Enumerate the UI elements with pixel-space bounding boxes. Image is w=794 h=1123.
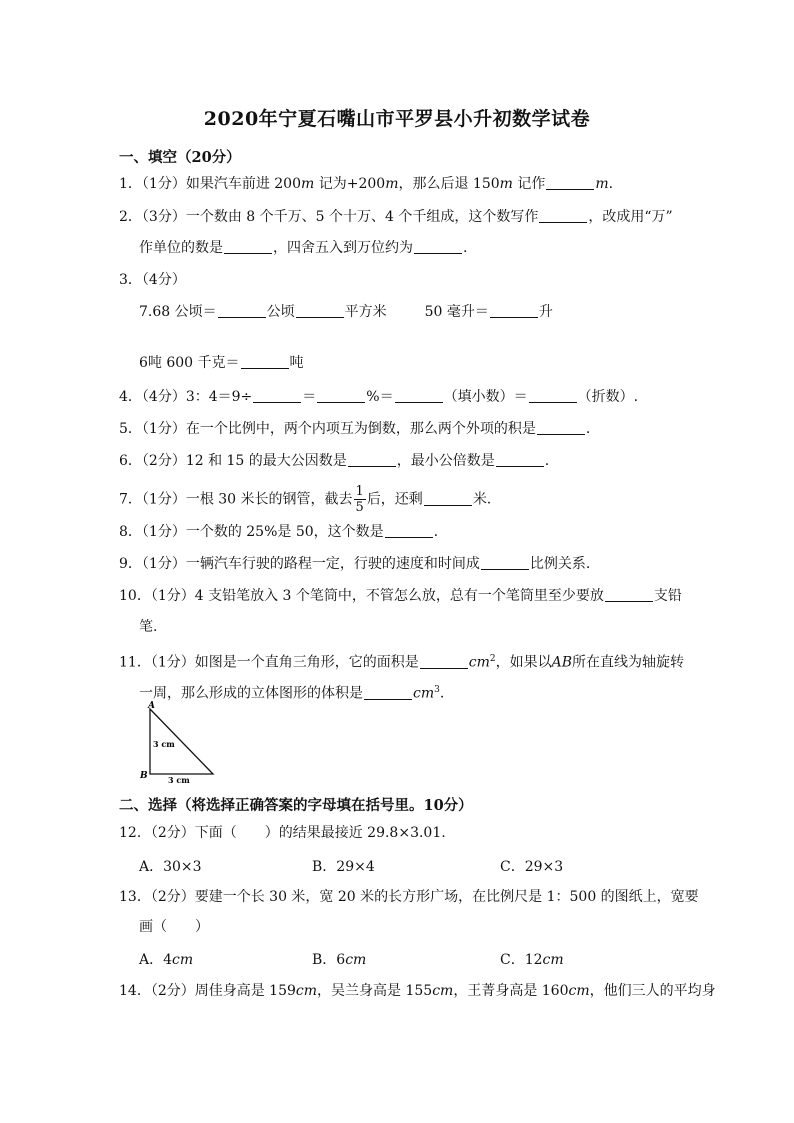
q1-unit-1: m [301, 176, 315, 192]
answer-blank[interactable] [414, 239, 462, 254]
q6-text-a: 6．（2分）12 和 15 的最大公因数是 [119, 453, 347, 469]
vertex-label-b: B [140, 771, 148, 781]
q13-option-a-label: A．4 [139, 952, 173, 968]
q3-text-b: 公顷 [266, 304, 295, 320]
q1-text-a: 1．（1分）如果汽车前进 200 [119, 176, 301, 192]
answer-blank[interactable] [218, 303, 266, 318]
question-5 [119, 419, 679, 439]
answer-blank[interactable] [364, 685, 412, 700]
answer-blank[interactable] [224, 239, 272, 254]
answer-blank[interactable] [348, 452, 396, 467]
answer-blank[interactable] [395, 388, 443, 403]
q11-ab: AB [551, 654, 572, 671]
q3-text-f: 6吨 600 千克＝ [139, 355, 240, 371]
q2-text-b: ，改成用“万” [588, 209, 673, 225]
q8-text-a: 8．（1分）一个数的 25%是 50，这个数是 [119, 524, 384, 540]
q4-text-a: 4．（4分）3：4＝9÷ [119, 389, 253, 405]
q11-text-c: 所在直线为轴旋转 [572, 654, 684, 671]
side-label-horizontal: 3 cm [168, 775, 190, 784]
answer-blank[interactable] [605, 587, 653, 602]
question-3-row-1 [139, 302, 553, 322]
answer-blank[interactable] [296, 303, 344, 318]
q13-option-a[interactable] [139, 949, 193, 969]
q4-text-b: ＝ [302, 389, 317, 405]
answer-blank[interactable] [420, 654, 468, 669]
q11-text-d: 一周，那么形成的立体图形的体积是 [139, 685, 363, 702]
question-13-line-2: 画（ ） [139, 919, 209, 935]
q1-unit-4: m [595, 176, 609, 192]
q3-text-c: 平方米 [344, 304, 387, 320]
answer-blank[interactable] [424, 491, 472, 506]
q10-text-b: 支铅 [653, 588, 682, 604]
q13-option-c[interactable] [500, 949, 564, 969]
q11-sup-1: 2 [489, 654, 496, 664]
right-triangle-figure [138, 700, 228, 784]
answer-blank[interactable] [385, 523, 433, 538]
q3-text-g: 吨 [289, 355, 304, 371]
vertex-label-a: A [148, 701, 155, 711]
q6-text-b: ，最小公倍数是 [396, 453, 495, 469]
q4-text-c: %＝ [366, 389, 394, 405]
q1-unit-2: m [385, 176, 399, 192]
q2-text-c: 作单位的数是 [139, 240, 223, 256]
q9-text-a: 9．（1分）一辆汽车行驶的路程一定，行驶的速度和时间成 [119, 556, 480, 572]
q7-text-b: 后，还剩 [366, 491, 423, 508]
answer-blank[interactable] [490, 303, 538, 318]
q14-unit-1: cm [295, 983, 318, 999]
side-label-vertical: 3 cm [153, 739, 175, 749]
q1-text-d: 记作 [512, 176, 546, 192]
answer-blank[interactable] [529, 388, 577, 403]
fraction-denominator: 5 [355, 500, 364, 515]
q4-text-e: （折数）. [577, 389, 639, 405]
page-title: 2020年宁夏石嘴山市平罗县小升初数学试卷 [203, 108, 591, 130]
q14-unit-2: cm [432, 983, 454, 999]
q1-text-b: 记为+200 [314, 176, 386, 192]
q2-text-d: ，四舍五入到万位约为 [273, 240, 413, 256]
answer-blank[interactable] [546, 175, 594, 190]
fraction-numerator: 1 [355, 484, 364, 499]
question-2-line-2 [139, 238, 467, 258]
q11-unit-2: cm [413, 685, 435, 702]
question-7 [119, 484, 679, 515]
answer-blank[interactable] [496, 452, 544, 467]
question-13-line-1: 13．（2分）要建一个长 30 米，宽 20 米的长方形广场，在比例尺是 1：500 的图纸上，宽要 [119, 889, 699, 905]
question-11-line-1 [119, 649, 684, 673]
q14-unit-3: cm [568, 983, 590, 999]
q2-text-a: 2．（3分）一个数由 8 个千万、5 个十万、4 个千组成，这个数写作 [119, 209, 539, 225]
q14-text-a: 14．（2分）周佳身高是 159 [119, 983, 296, 999]
q13-option-b-label: B．6 [312, 952, 346, 968]
q8-text-b: . [433, 524, 439, 540]
q13-option-c-label: C．12 [500, 952, 543, 968]
q12-option-c[interactable]: C．29×3 [500, 859, 564, 875]
answer-blank[interactable] [253, 388, 301, 403]
q3-text-d: 50 毫升＝ [424, 304, 489, 320]
q12-option-a[interactable]: A．30×3 [139, 859, 202, 875]
q11-text-e: . [439, 685, 445, 702]
q13-option-a-unit: cm [172, 952, 194, 968]
section-heading-fill-blank: 一、填空（20分） [119, 149, 241, 166]
q7-text-a: 7．（1分）一根 30 米长的钢管，截去 [119, 491, 353, 508]
question-3-row-2 [139, 353, 304, 373]
answer-blank[interactable] [539, 208, 587, 223]
question-6 [119, 451, 679, 471]
question-14 [119, 981, 716, 1001]
q1-unit-3: m [499, 176, 513, 192]
q11-unit-1: cm [468, 654, 490, 671]
question-12: 12．（2分）下面（ ）的结果最接近 29.8×3.01. [119, 825, 446, 841]
answer-blank[interactable] [481, 555, 529, 570]
q3-text-e: 升 [538, 304, 553, 320]
q11-sup-2: 3 [434, 685, 440, 695]
q6-text-c: . [544, 453, 550, 469]
q12-option-b[interactable]: B．29×4 [312, 859, 375, 875]
q11-text-b: ，如果以 [495, 654, 552, 671]
question-2-line-1 [119, 207, 679, 227]
q1-text-c: ，那么后退 150 [398, 176, 500, 192]
question-8 [119, 522, 679, 542]
question-1 [119, 174, 679, 194]
q14-text-c: ，王菁身高是 160 [453, 983, 569, 999]
question-10-line-2: 笔. [139, 619, 158, 635]
q2-text-e: . [463, 240, 468, 256]
question-10-line-1 [119, 586, 682, 606]
question-4 [119, 387, 679, 407]
q11-text-a: 11．（1分）如图是一个直角三角形，它的面积是 [119, 654, 419, 671]
q4-text-d: （填小数）＝ [443, 389, 528, 405]
q13-option-b-unit: cm [345, 952, 367, 968]
answer-blank[interactable] [317, 388, 365, 403]
q5-text-a: 5．（1分）在一个比例中，两个内项互为倒数，那么两个外项的积是 [119, 421, 536, 437]
q10-text-a: 10．（1分）4 支铅笔放入 3 个笔筒中，不管怎么放，总有一个笔筒里至少要放 [119, 588, 604, 604]
q14-text-b: ，吴兰身高是 155 [317, 983, 433, 999]
q1-text-e: . [608, 176, 614, 192]
question-9 [119, 554, 679, 574]
section-heading-multiple-choice: 二、选择（将选择正确答案的字母填在括号里。10分） [119, 797, 473, 814]
q9-text-b: 比例关系. [529, 556, 591, 572]
q13-option-c-unit: cm [542, 952, 564, 968]
q14-text-d: ，他们三人的平均身 [589, 983, 716, 999]
q13-option-b[interactable] [312, 949, 366, 969]
q7-text-c: 米. [472, 491, 492, 508]
fraction [354, 484, 366, 515]
q3-text-a: 7.68 公顷＝ [139, 304, 217, 320]
question-3: 3．（4分） [119, 272, 186, 288]
answer-blank[interactable] [537, 420, 585, 435]
q5-text-b: . [585, 421, 591, 437]
answer-blank[interactable] [241, 354, 289, 369]
